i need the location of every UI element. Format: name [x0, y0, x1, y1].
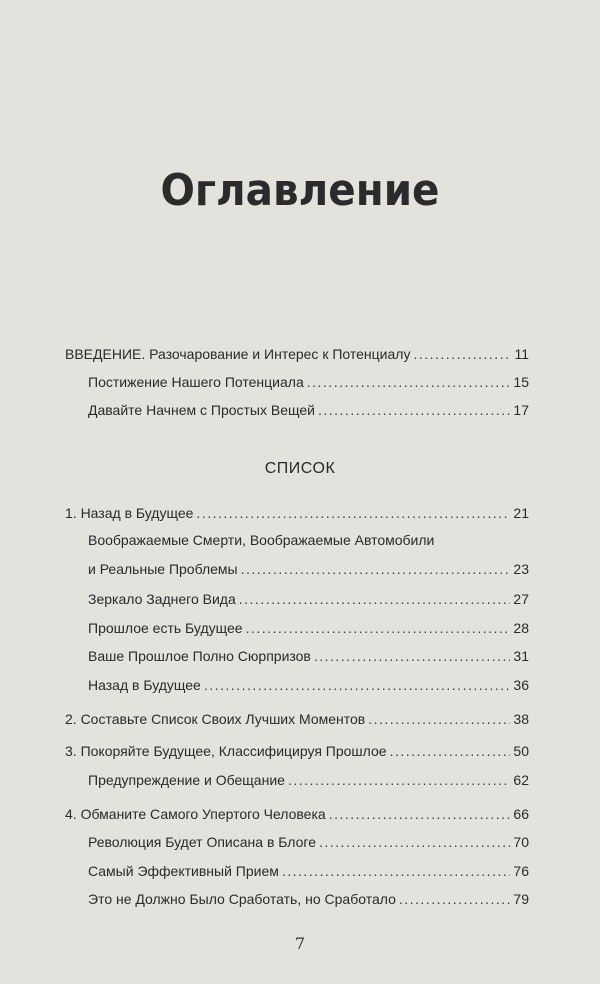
toc-entry-subsection [88, 771, 529, 789]
leader-dots [390, 742, 511, 760]
leader-dots [329, 805, 511, 823]
toc-entry-introduction [65, 345, 529, 363]
toc-entry-subsection [88, 890, 529, 908]
leader-dots [196, 504, 510, 522]
toc-entry-subsection [88, 373, 529, 391]
toc-entry-page: 28 [513, 620, 529, 636]
toc-entry-label-wrapped: Воображаемые Смерти, Воображаемые Автомобили [88, 532, 435, 548]
toc-entry-page: 31 [513, 648, 529, 664]
toc-entry-page: 15 [513, 374, 529, 390]
leader-dots [314, 647, 511, 665]
leader-dots [246, 619, 511, 637]
toc-entry-page: 66 [513, 806, 529, 822]
toc-entry-subsection [88, 401, 529, 419]
toc-entry-label: 3. Покоряйте Будущее, Классифицируя Прошлое [65, 743, 387, 759]
toc-entry-page: 27 [513, 591, 529, 607]
leader-dots [239, 590, 511, 608]
leader-dots [413, 345, 511, 363]
toc-entry-page: 76 [513, 863, 529, 879]
leader-dots [368, 710, 510, 728]
toc-entry-subsection [88, 676, 529, 694]
leader-dots [318, 401, 510, 419]
toc-entry-label: Самый Эффективный Прием [88, 863, 279, 879]
leader-dots [307, 373, 511, 391]
toc-entry-page: 36 [513, 677, 529, 693]
toc-entry-label: Прошлое есть Будущее [88, 620, 243, 636]
toc-entry-label: Назад в Будущее [88, 677, 201, 693]
toc-entry-label: и Реальные Проблемы [88, 561, 238, 577]
toc-entry-subsection [88, 590, 529, 608]
toc-entry-label: Ваше Прошлое Полно Сюрпризов [88, 648, 311, 664]
toc-entry-subsection [88, 833, 529, 851]
toc-entry-chapter-4 [65, 805, 529, 823]
toc-entry-subsection [88, 647, 529, 665]
toc-entry-subsection [88, 619, 529, 637]
leader-dots [282, 862, 511, 880]
toc-entry-label: 2. Составьте Список Своих Лучших Моментов [65, 711, 366, 727]
toc-entry-label: Предупреждение и Обещание [88, 772, 285, 788]
toc-entry-page: 50 [513, 743, 529, 759]
leader-dots [288, 771, 510, 789]
toc-entry-label: 4. Обманите Самого Упертого Человека [65, 806, 326, 822]
toc-entry-label: Постижение Нашего Потенциала [88, 374, 304, 390]
toc-entry-page: 62 [513, 772, 529, 788]
toc-entry-chapter-3 [65, 742, 529, 760]
toc-entry-label: ВВЕДЕНИЕ. Разочарование и Интерес к Потенциалу [65, 346, 411, 362]
toc-entry-page: 23 [513, 561, 529, 577]
toc-entry-subsection [88, 560, 529, 578]
toc-entry-label: 1. Назад в Будущее [65, 505, 194, 521]
toc-entry-page: 70 [513, 834, 529, 850]
toc-entry-page: 11 [514, 346, 529, 362]
leader-dots [241, 560, 511, 578]
leader-dots [204, 676, 511, 694]
toc-entry-label: Зеркало Заднего Вида [88, 591, 236, 607]
toc-entry-label: Давайте Начнем с Простых Вещей [88, 402, 315, 418]
section-heading: СПИСОК [264, 460, 336, 477]
toc-entry-page: 17 [513, 402, 529, 418]
toc-entry-chapter-2 [65, 710, 529, 728]
toc-entry-subsection [88, 862, 529, 880]
leader-dots [319, 833, 510, 851]
toc-entry-label: Революция Будет Описана в Блоге [88, 834, 316, 850]
toc-entry-page: 38 [513, 711, 529, 727]
toc-entry-chapter-1 [65, 504, 529, 522]
leader-dots [399, 890, 511, 908]
toc-entry-label: Это не Должно Было Сработать, но Сработало [88, 891, 396, 907]
toc-entry-page: 79 [513, 891, 529, 907]
page-number: 7 [294, 934, 306, 953]
toc-entry-page: 21 [513, 505, 529, 521]
page-title: Оглавление [160, 165, 440, 216]
